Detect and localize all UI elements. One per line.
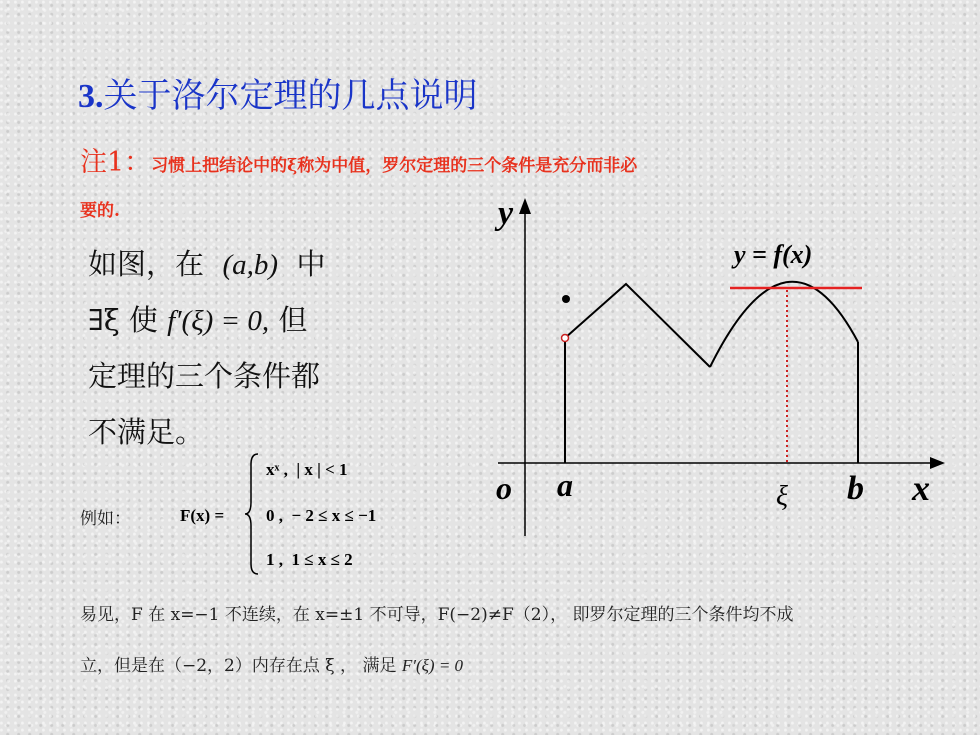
example-line-2: ∃ξ 使 f′(ξ) = 0, 但 <box>88 303 308 337</box>
conclusion-line-1: 易见，F 在 x=−1 不连续，在 x=±1 不可导，F(−2)≠F（2）， 即罗尔定理的三个条件均不成 <box>80 605 794 625</box>
piecewise-case-1: xˣ , | x | < 1 <box>266 460 348 479</box>
note-text-continued: 要的. <box>80 201 120 221</box>
conclusion-line-2: 立，但是在（−2，2）内存在点 ξ ， 满足 F′(ξ) = 0 <box>80 656 464 676</box>
a-label: a <box>557 467 573 503</box>
derivative-formula: f′(ξ) = 0, <box>167 305 270 337</box>
piecewise-case-3: 1 , 1 ≤ x ≤ 2 <box>266 550 353 569</box>
function-curve <box>565 282 858 463</box>
note-label: 注1： <box>80 147 152 178</box>
function-label: y = f(x) <box>734 240 813 269</box>
origin-label: o <box>496 470 512 506</box>
isolated-point <box>562 295 570 303</box>
example-line-1: 如图，在 (a,b) 中 <box>88 247 326 281</box>
open-endpoint <box>562 335 569 342</box>
example-prefix: 例如： <box>80 509 131 529</box>
y-axis-label: y <box>498 195 514 232</box>
page-title: 3.关于洛尔定理的几点说明 <box>78 76 478 116</box>
piecewise-case-2: 0 , − 2 ≤ x ≤ −1 <box>266 506 377 525</box>
piecewise-lhs: F(x) = <box>180 506 225 525</box>
xi-label: ξ <box>776 481 788 512</box>
b-label: b <box>847 470 864 507</box>
conclusion-formula: F′(ξ) = 0 <box>401 656 464 675</box>
note-text: 习惯上把结论中的ξ称为中值，罗尔定理的三个条件是充分而非必 <box>151 156 638 176</box>
interval-formula: (a,b) <box>222 249 279 281</box>
y-axis <box>519 198 531 536</box>
x-axis-label: x <box>912 468 930 508</box>
example-line-4: 不满足。 <box>88 415 205 449</box>
example-line-3: 定理的三个条件都 <box>88 359 321 393</box>
